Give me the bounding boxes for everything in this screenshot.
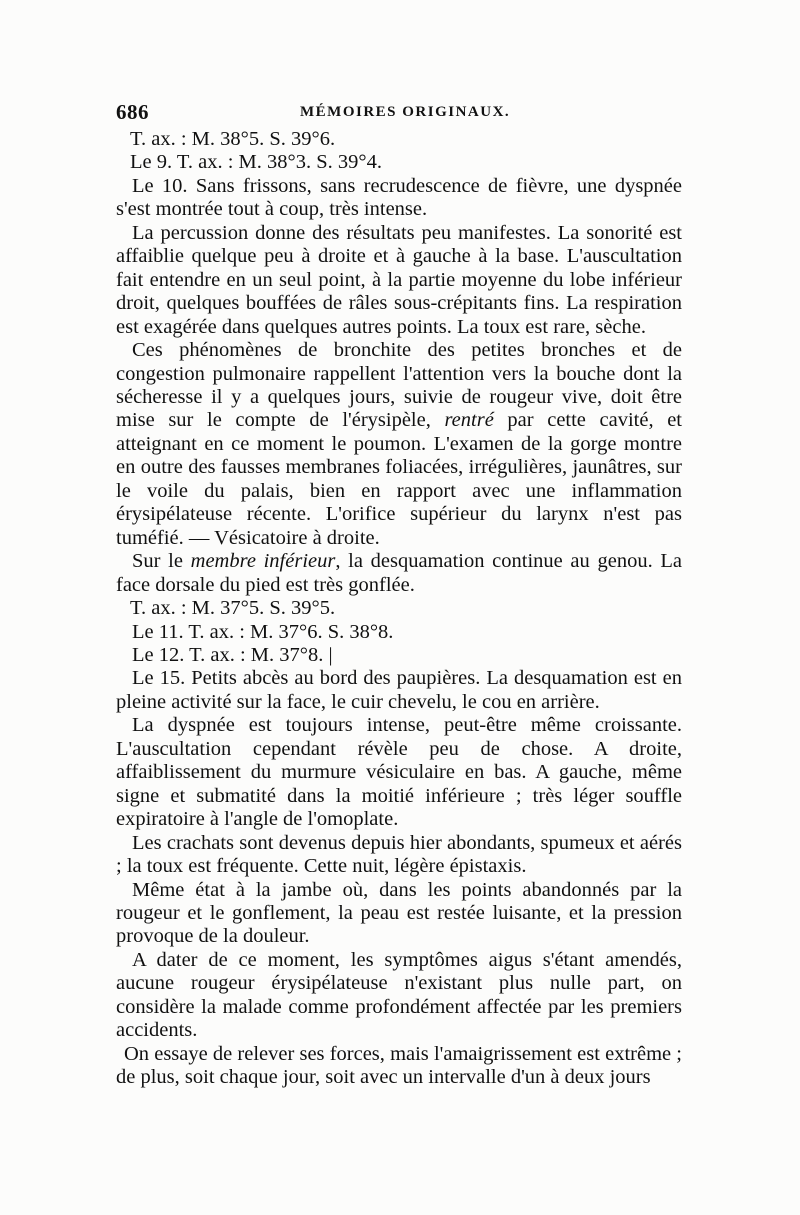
paragraph (116, 339, 682, 550)
paragraph: Les crachats sont devenus depuis hier abondants, spumeux et aérés ; la toux est fréquente. Cette nuit, légère épistaxis. (116, 831, 682, 878)
paragraph: T. ax. : M. 38°5. S. 39°6. (130, 128, 336, 150)
page-header (116, 100, 686, 124)
paragraph: Le 12. T. ax. : M. 37°8. | (132, 643, 333, 666)
paragraph: La percussion donne des résultats peu manifestes. La sonorité est affaiblie quelque peu à droite et à gauche à la base. L'auscultation fait entendre en un seul point, à la partie moyenne du lobe inférieur droit, quelques bouffées de râles sous-crépitants fins. La respiration est exagérée dans quelques autres points. La toux est rare, sèche. (116, 221, 682, 338)
paragraph: Le 15. Petits abcès au bord des paupières. La desquamation est en pleine activité sur la face, le cuir chevelu, le cou en arrière. (116, 667, 682, 713)
paragraph-text: Sur le (132, 550, 191, 573)
paragraph: Le 9. T. ax. : M. 38°3. S. 39°4. (130, 151, 382, 174)
paragraph (116, 550, 682, 597)
paragraph-text: , la desquamation continue au genou. La face dorsale du pied est très gonflée. (116, 550, 682, 596)
paragraph: On essaye de relever ses forces, mais l'amaigrissement est extrême ; de plus, soit chaque jour, soit avec un intervalle d'un à deux jours (116, 1042, 682, 1089)
italic-text: rentré (444, 409, 494, 432)
paragraph: A dater de ce moment, les symptômes aigus s'étant amendés, aucune rougeur érysipélateuse n'existant plus nulle part, on considère la malade comme profondément affectée par les premiers accidents. (116, 948, 682, 1042)
paragraph: Le 10. Sans frissons, sans recrudescence de fièvre, une dyspnée s'est montrée tout à coup, très intense. (116, 174, 682, 221)
page-number: 686 (116, 100, 149, 124)
paragraph: La dyspnée est toujours intense, peut-être même croissante. L'auscultation cependant révèle peu de chose. A droite, affaiblissement du murmure vésiculaire en bas. A gauche, même signe et submatité dans la moitié inférieure ; très léger souffle expiratoire à l'angle de l'omoplate. (116, 714, 682, 831)
italic-text: membre inférieur (190, 550, 336, 573)
paragraph: Le 11. T. ax. : M. 37°6. S. 38°8. (132, 620, 394, 643)
paragraph: Même état à la jambe où, dans les points abandonnés par la rougeur et le gonflement, la peau est restée luisante, et la pression provoque de la douleur. (116, 878, 682, 948)
body-text (116, 128, 682, 1090)
paragraph: T. ax. : M. 37°5. S. 39°5. (130, 597, 336, 620)
paragraph-text: par cette cavité, et atteignant en ce moment le poumon. L'examen de la gorge montre en outre des fausses membranes foliacées, irrégulières, jaunâtres, sur le voile du palais, bien en rapport avec une inflammation érysipélateuse récente. L'orifice supérieur du larynx n'est pas tuméfié. — Vésicatoire à droite. (116, 409, 682, 549)
paragraph-text: Ces phénomènes de bronchite des petites bronches et de congestion pulmonaire rappellent l'attention vers la bouche dont la sécheresse il y a quelques jours, suivie de rougeur vive, doit être mise sur le compte de l'érysipèle, (116, 339, 682, 432)
running-title: MÉMOIRES ORIGINAUX. (300, 104, 511, 120)
